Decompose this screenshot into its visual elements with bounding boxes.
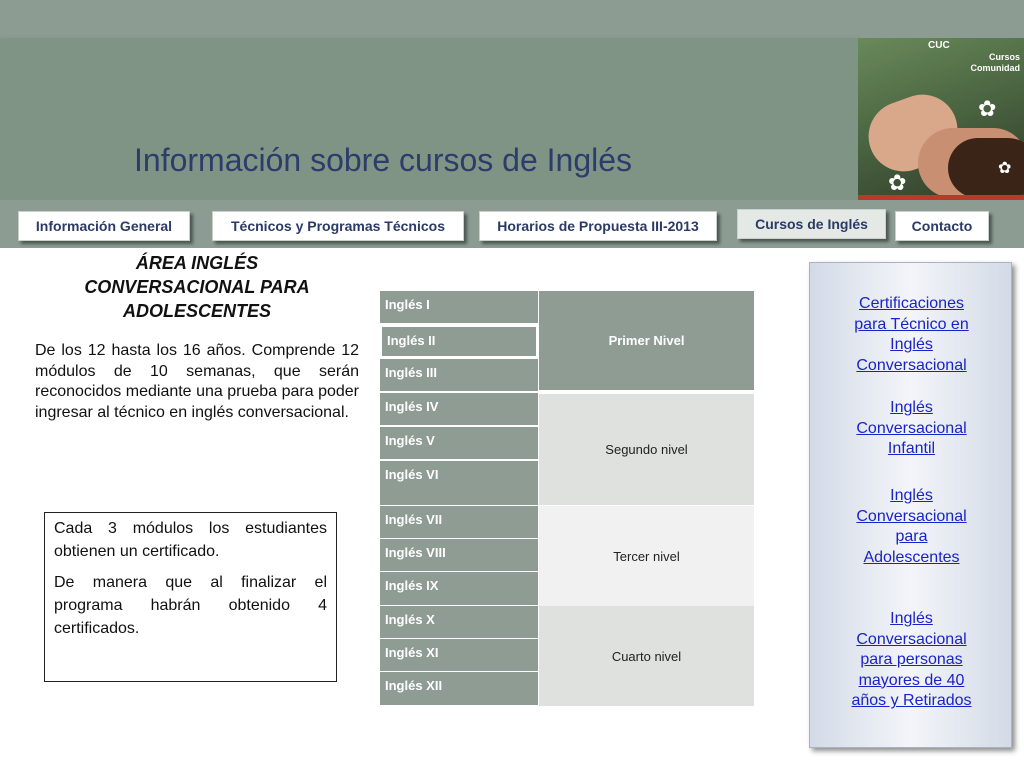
link-line: Conversacional: [856, 507, 967, 525]
section-heading: [40, 251, 354, 323]
top-bar: [0, 0, 1024, 38]
flower-icon: ✿: [978, 96, 997, 121]
tab-horarios[interactable]: Horarios de Propuesta III-2013: [479, 211, 717, 241]
link-line: Infantil: [887, 440, 936, 458]
modules-table: [380, 291, 754, 706]
link-line: Adolescentes: [863, 548, 960, 566]
link-line: años y Retirados: [851, 692, 972, 710]
tab-cursos-ingles[interactable]: Cursos de Inglés: [737, 209, 886, 239]
link-line: Conversacional: [856, 630, 967, 648]
level-cell-cuarto: Cuarto nivel: [539, 606, 754, 706]
link-line: Certificaciones: [859, 295, 964, 312]
heading-line-3: ADOLESCENTES: [122, 301, 272, 321]
flower-icon: ✿: [888, 170, 907, 195]
level-cell-tercer: Tercer nivel: [539, 506, 754, 606]
link-certificaciones-tecnico[interactable]: [810, 294, 1013, 376]
module-cell: Inglés XII: [380, 672, 538, 706]
link-line: para Técnico en: [854, 315, 969, 333]
heading-line-1: ÁREA INGLÉS: [135, 253, 259, 273]
level-cell-segundo: Segundo nivel: [539, 394, 754, 505]
spa-photo: [858, 38, 1024, 200]
link-line: para: [895, 528, 928, 546]
link-line: Inglés: [890, 336, 933, 354]
module-cell: Inglés XI: [380, 639, 538, 672]
module-cell: Inglés VI: [380, 461, 538, 506]
link-ingles-infantil[interactable]: [810, 398, 1013, 460]
heading-line-2: CONVERSACIONAL PARA: [84, 277, 310, 297]
certificate-note-box: [44, 512, 337, 682]
module-cell: Inglés III: [380, 359, 538, 392]
page-title: Información sobre cursos de Inglés: [134, 142, 633, 178]
hair-shape: [948, 138, 1024, 198]
link-line: Inglés: [890, 399, 933, 416]
tab-contacto[interactable]: Contacto: [895, 211, 989, 241]
note-paragraph-2: De manera que al finalizar el programa habrán obtenido 4 certificados.: [54, 574, 327, 637]
link-line: Inglés: [890, 487, 933, 504]
link-line: Inglés: [890, 610, 933, 627]
cuc-logo: CUC: [928, 40, 950, 51]
module-cell: Inglés VIII: [380, 539, 538, 572]
link-line: para personas: [860, 651, 963, 669]
link-ingles-adolescentes[interactable]: [810, 486, 1013, 568]
module-cell: Inglés IV: [380, 393, 538, 426]
brand-text: [971, 52, 1021, 74]
module-cell: Inglés X: [380, 606, 538, 639]
tab-informacion-general[interactable]: Información General: [18, 211, 190, 241]
tab-tecnicos[interactable]: Técnicos y Programas Técnicos: [212, 211, 464, 241]
course-description: De los 12 hasta los 16 años. Comprende 12 módulos de 10 semanas, que serán reconocidos mediante una prueba para poder ingresar al técnico en inglés conversacional.: [35, 342, 359, 421]
link-ingles-mayores[interactable]: [810, 609, 1013, 712]
link-line: Conversacional: [856, 356, 967, 374]
link-line: Conversacional: [856, 419, 967, 437]
module-cell: Inglés V: [380, 427, 538, 460]
module-cell: Inglés II: [380, 325, 538, 358]
brand-line-2: Comunidad: [970, 63, 1020, 73]
note-paragraph-1: Cada 3 módulos los estudiantes obtienen un certificado.: [54, 520, 327, 560]
level-cell-primer: Primer Nivel: [539, 291, 754, 390]
module-cell: Inglés VII: [380, 506, 538, 539]
module-cell: Inglés IX: [380, 572, 538, 606]
link-line: mayores de 40: [858, 671, 965, 689]
module-cell: Inglés I: [380, 291, 538, 324]
header-banner: [0, 38, 858, 200]
courses-sidebar: [809, 262, 1012, 748]
flower-icon: ✿: [998, 160, 1012, 177]
brand-line-1: Cursos: [988, 52, 1020, 62]
navigation-bar: [0, 200, 1024, 248]
